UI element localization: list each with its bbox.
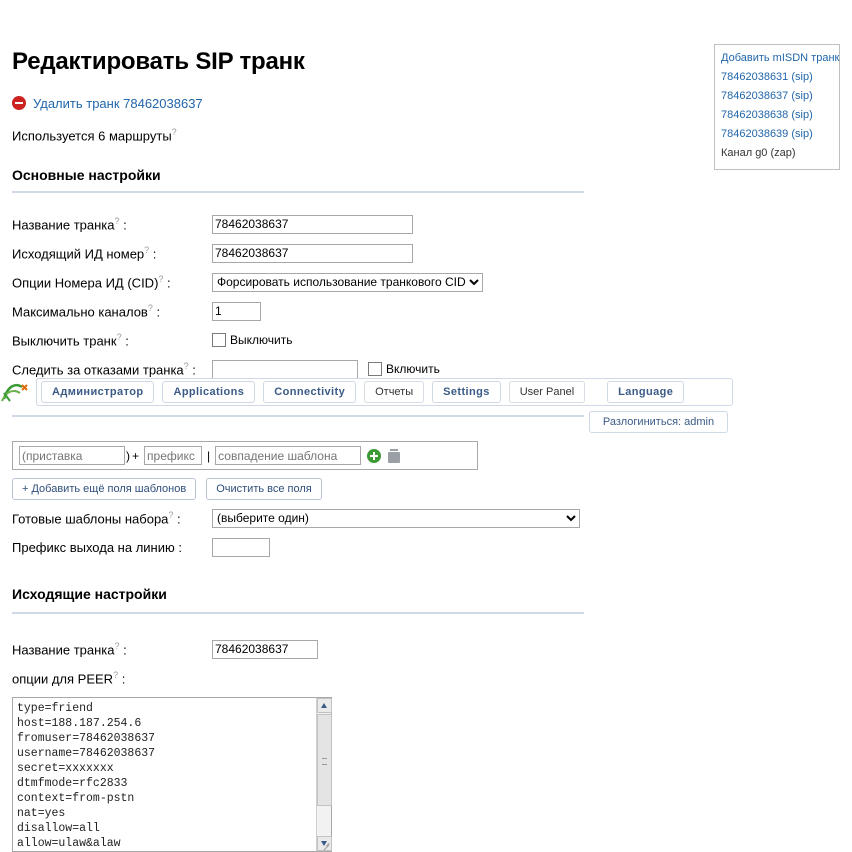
pattern-close-paren: ) xyxy=(126,448,130,463)
nav-item-reports[interactable]: Отчеты xyxy=(364,381,424,403)
out-trunk-name-label: Название транка xyxy=(12,642,115,658)
peer-details-scrollbar[interactable] xyxy=(316,698,331,851)
trunk-list-panel xyxy=(714,44,840,170)
trunk-list-item-2[interactable]: 78462038638 (sip) xyxy=(721,109,813,121)
delete-icon[interactable] xyxy=(12,96,26,110)
pattern-match-prefix-input[interactable] xyxy=(144,446,202,465)
cid-options-label-wrap: Опции Номера ИД (CID)? : xyxy=(12,274,171,291)
monitor-failures-label: Следить за отказами транка xyxy=(12,362,184,378)
logout-button[interactable]: Разлогиниться: admin xyxy=(589,411,728,433)
page-title: Редактировать SIP транк xyxy=(12,48,305,75)
row-trunk-name xyxy=(12,211,612,237)
delete-trunk-row xyxy=(12,94,612,112)
dial-rules-label: Готовые шаблоны набора xyxy=(12,511,169,527)
trunk-list-item-4[interactable]: Канал g0 (zap) xyxy=(721,147,796,159)
nav-item-user-panel[interactable]: User Panel xyxy=(509,381,585,403)
nav-item-language[interactable]: Language xyxy=(607,381,684,403)
row-peer-details-label xyxy=(12,665,612,691)
outbound-prefix-label-wrap: Префикс выхода на линию : xyxy=(12,539,182,555)
top-navigation xyxy=(0,378,852,408)
trunk-list-item-3[interactable]: 78462038639 (sip) xyxy=(721,128,813,140)
monitor-failures-input[interactable] xyxy=(212,360,358,379)
pattern-pipe: | xyxy=(207,448,211,463)
help-icon-max-channels[interactable]: ? xyxy=(147,303,153,314)
freepbx-logo-icon xyxy=(0,379,34,405)
textarea-resize-handle[interactable] xyxy=(322,842,330,850)
scrollbar-thumb[interactable] xyxy=(317,714,332,806)
help-icon-peer-details[interactable]: ? xyxy=(113,669,119,680)
nav-item-connectivity[interactable]: Connectivity xyxy=(263,381,356,403)
divider-outgoing xyxy=(12,612,584,614)
dial-pattern-row xyxy=(12,441,478,470)
add-pattern-icon[interactable] xyxy=(367,449,381,463)
add-more-pattern-fields-button[interactable]: + Добавить ещё поля шаблонов xyxy=(12,478,196,500)
cid-options-select[interactable] xyxy=(212,273,483,292)
peer-details-textarea[interactable] xyxy=(13,698,316,851)
add-misdn-trunk-link[interactable]: Добавить mISDN транк xyxy=(721,52,840,64)
help-icon-trunk-name[interactable]: ? xyxy=(114,216,120,227)
disable-trunk-checkbox-label: Выключить xyxy=(230,333,293,348)
row-max-channels xyxy=(12,298,612,324)
outbound-prefix-label: Префикс выхода на линию xyxy=(12,539,175,555)
dial-rules-label-wrap: Готовые шаблоны набора? : xyxy=(12,509,181,527)
cid-options-label: Опции Номера ИД (CID) xyxy=(12,275,159,291)
disable-trunk-label-wrap: Выключить транк? : xyxy=(12,332,129,349)
routes-usage-text xyxy=(12,127,612,143)
row-disable-trunk xyxy=(12,327,612,353)
outbound-prefix-input[interactable] xyxy=(212,538,270,557)
clear-all-fields-button[interactable]: Очистить все поля xyxy=(206,478,322,500)
nav-item-settings[interactable]: Settings xyxy=(432,381,501,403)
nav-item-administrator[interactable]: Администратор xyxy=(41,381,154,403)
outbound-cid-input[interactable] xyxy=(212,244,413,263)
routes-usage-label: Используется 6 маршруты xyxy=(12,128,172,144)
pattern-plus-sign: + xyxy=(132,448,140,463)
row-cid-options xyxy=(12,269,612,295)
disable-trunk-checkbox[interactable] xyxy=(212,333,226,347)
help-icon-cid-options[interactable]: ? xyxy=(158,274,164,285)
lower-settings-form xyxy=(12,505,612,852)
help-icon-dial-rules[interactable]: ? xyxy=(168,509,174,520)
dial-rules-select[interactable] xyxy=(212,509,580,528)
monitor-failures-checkbox-label: Включить xyxy=(386,362,440,377)
help-icon-monitor-failures[interactable]: ? xyxy=(183,361,189,372)
help-icon-routes[interactable]: ? xyxy=(171,127,177,137)
section-outgoing-settings: Исходящие настройки xyxy=(12,586,167,602)
outbound-cid-label-wrap: Исходящий ИД номер? : xyxy=(12,245,157,262)
max-channels-label: Максимально каналов xyxy=(12,304,148,320)
out-trunk-name-input[interactable] xyxy=(212,640,318,659)
help-icon-outbound-cid[interactable]: ? xyxy=(144,245,150,256)
divider-main xyxy=(12,191,584,193)
max-channels-input[interactable] xyxy=(212,302,261,321)
monitor-failures-checkbox[interactable] xyxy=(368,362,382,376)
pattern-buttons xyxy=(12,478,322,500)
scroll-up-button[interactable] xyxy=(317,698,332,713)
pattern-match-input[interactable] xyxy=(215,446,361,465)
peer-details-label: опции для PEER xyxy=(12,671,114,687)
main-settings-form xyxy=(12,211,612,382)
trunk-name-label-wrap: Название транка? : xyxy=(12,216,127,233)
trunk-list-item-0[interactable]: 78462038631 (sip) xyxy=(721,71,813,83)
peer-details-textarea-wrap xyxy=(12,697,332,852)
delete-pattern-icon[interactable] xyxy=(388,449,400,463)
help-icon-disable-trunk[interactable]: ? xyxy=(116,332,122,343)
nav-items-container xyxy=(36,378,733,406)
row-outbound-cid xyxy=(12,240,612,266)
help-icon-out-trunk-name[interactable]: ? xyxy=(114,640,120,651)
row-dial-rules-wizard xyxy=(12,505,612,531)
section-main-settings: Основные настройки xyxy=(12,167,161,184)
max-channels-label-wrap: Максимально каналов? : xyxy=(12,303,161,320)
monitor-failures-label-wrap: Следить за отказами транка? : xyxy=(12,361,196,378)
row-out-trunk-name xyxy=(12,636,612,662)
delete-trunk-link[interactable]: Удалить транк 78462038637 xyxy=(33,95,203,111)
trunk-name-label: Название транка xyxy=(12,217,115,233)
peer-details-label-wrap: опции для PEER? : xyxy=(12,669,126,687)
trunk-name-input[interactable] xyxy=(212,215,413,234)
main-content xyxy=(12,0,612,385)
out-trunk-name-label-wrap: Название транка? : xyxy=(12,640,127,658)
pattern-prefix-input[interactable] xyxy=(19,446,125,465)
disable-trunk-label: Выключить транк xyxy=(12,333,117,349)
trunk-list-item-1[interactable]: 78462038637 (sip) xyxy=(721,90,813,102)
nav-item-applications[interactable]: Applications xyxy=(162,381,255,403)
divider-nav xyxy=(12,415,584,417)
outbound-cid-label: Исходящий ИД номер xyxy=(12,246,145,262)
row-outbound-prefix xyxy=(12,534,612,560)
